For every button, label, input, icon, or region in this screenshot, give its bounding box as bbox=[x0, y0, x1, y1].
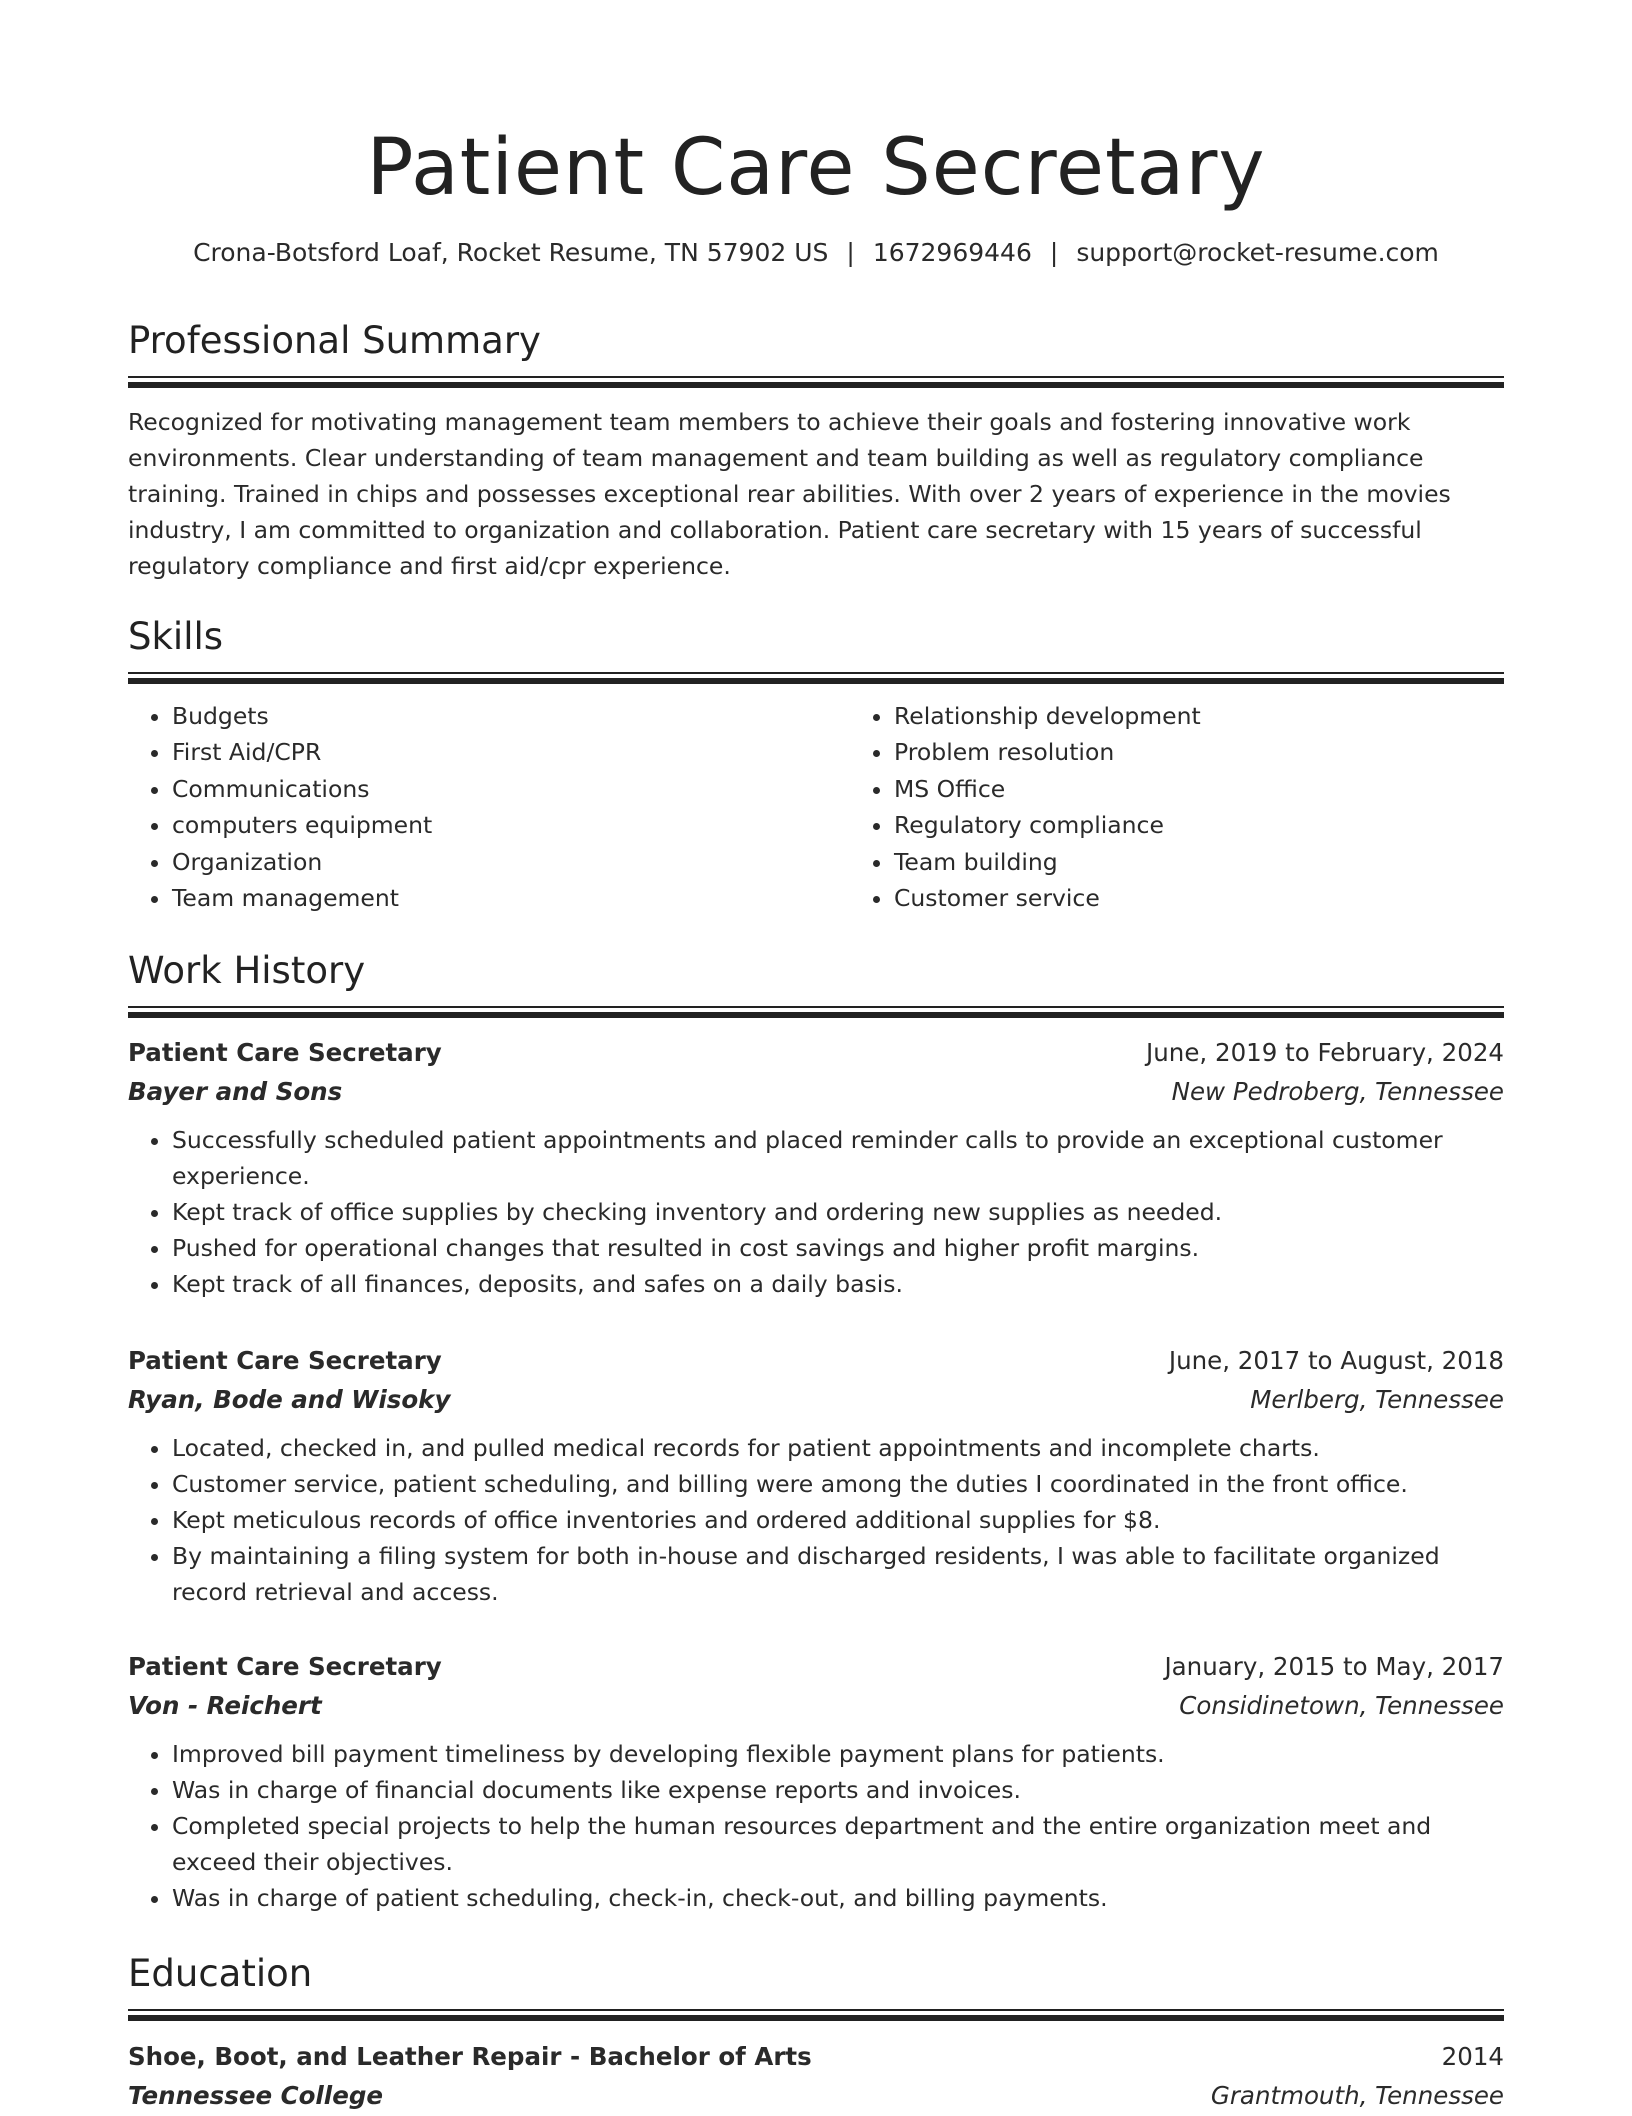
address-text: Crona-Botsford Loaf, Rocket Resume, TN 57902 US bbox=[193, 238, 829, 267]
education-school: Tennessee College bbox=[128, 2081, 383, 2110]
job-bullet: • Kept meticulous records of office inventories and ordered additional supplies for $8. bbox=[172, 1502, 1504, 1538]
phone-text: 1672969446 bbox=[872, 238, 1032, 267]
job-company-row bbox=[128, 1686, 1504, 1726]
job-location: New Pedroberg, Tennessee bbox=[1171, 1077, 1504, 1106]
section-heading-skills: Skills bbox=[128, 615, 224, 658]
skill-item: • computers equipment bbox=[172, 807, 850, 843]
job-entry bbox=[128, 1034, 1504, 1302]
skill-item: • Customer service bbox=[894, 880, 1572, 916]
job-title: Patient Care Secretary bbox=[128, 1346, 442, 1375]
job-company-row bbox=[128, 1380, 1504, 1420]
job-bullet: • Kept track of all finances, deposits, and safes on a daily basis. bbox=[172, 1266, 1504, 1302]
email-text: support@rocket-resume.com bbox=[1076, 238, 1439, 267]
skills-columns bbox=[128, 698, 1504, 916]
job-location: Merlberg, Tennessee bbox=[1250, 1385, 1504, 1414]
professional-summary-section bbox=[128, 318, 1504, 608]
skills-list-left bbox=[128, 698, 850, 916]
job-bullet: • Kept track of office supplies by checking inventory and ordering new supplies as needed. bbox=[172, 1194, 1504, 1230]
skill-item: • Organization bbox=[172, 844, 850, 880]
skills-list-right bbox=[850, 698, 1572, 916]
section-heading-work: Work History bbox=[128, 949, 366, 992]
skill-item: • Regulatory compliance bbox=[894, 807, 1572, 843]
skill-item: • MS Office bbox=[894, 771, 1572, 807]
job-bullet: • Successfully scheduled patient appointments and placed reminder calls to provide an exceptional customer experience. bbox=[172, 1122, 1504, 1194]
job-bullets bbox=[128, 1430, 1504, 1610]
job-location: Considinetown, Tennessee bbox=[1179, 1691, 1504, 1720]
job-bullet: • Was in charge of patient scheduling, check-in, check-out, and billing payments. bbox=[172, 1880, 1504, 1916]
job-bullet: • Customer service, patient scheduling, and billing were among the duties I coordinated in the front office. bbox=[172, 1466, 1504, 1502]
section-heading-summary: Professional Summary bbox=[128, 319, 541, 362]
education-header-row bbox=[128, 2038, 1504, 2076]
job-entry bbox=[128, 1648, 1504, 1916]
job-title: Patient Care Secretary bbox=[128, 1038, 442, 1067]
job-company: Ryan, Bode and Wisoky bbox=[128, 1385, 451, 1414]
skill-item: • Team management bbox=[172, 880, 850, 916]
job-bullet: • Located, checked in, and pulled medical records for patient appointments and incomplete charts. bbox=[172, 1430, 1504, 1466]
section-divider bbox=[128, 2009, 1504, 2021]
work-history-section bbox=[128, 948, 1504, 1018]
education-year: 2014 bbox=[1441, 2042, 1504, 2071]
education-entry bbox=[128, 2038, 1504, 2116]
job-dates: June, 2019 to February, 2024 bbox=[1146, 1038, 1504, 1067]
job-bullet: • By maintaining a filing system for both in-house and discharged residents, I was able to facilitate organized record retrieval and access. bbox=[172, 1538, 1504, 1610]
summary-text: Recognized for motivating management team members to achieve their goals and fostering innovative work environments. Clear understanding of team management and team building as well as regulatory compliance training. Trained in chips and possesses exceptional rear abilities. With over 2 years of experience in the movies industry, I am committed to organization and collaboration. Patient care secretary with 15 years of successful regulatory compliance and first aid/cpr experience. bbox=[128, 408, 1451, 580]
job-bullet: • Improved bill payment timeliness by developing flexible payment plans for patients. bbox=[172, 1736, 1504, 1772]
job-header-row bbox=[128, 1648, 1504, 1686]
skill-item: • Budgets bbox=[172, 698, 850, 734]
job-bullet: • Pushed for operational changes that resulted in cost savings and higher profit margins. bbox=[172, 1230, 1504, 1266]
resume-page bbox=[128, 0, 1504, 2110]
job-company: Bayer and Sons bbox=[128, 1077, 343, 1106]
section-divider bbox=[128, 1006, 1504, 1018]
job-bullets bbox=[128, 1122, 1504, 1302]
job-header-row bbox=[128, 1342, 1504, 1380]
skill-item: • Communications bbox=[172, 771, 850, 807]
contact-separator: | bbox=[1049, 238, 1059, 267]
job-company-row bbox=[128, 1072, 1504, 1112]
skill-item: • Relationship development bbox=[894, 698, 1572, 734]
contact-separator: | bbox=[846, 238, 855, 267]
skill-item: • Problem resolution bbox=[894, 734, 1572, 770]
section-heading-education: Education bbox=[128, 1952, 313, 1995]
job-bullets bbox=[128, 1736, 1504, 1916]
job-dates: June, 2017 to August, 2018 bbox=[1168, 1346, 1504, 1375]
job-bullet: • Completed special projects to help the human resources department and the entire organization meet and exceed their objectives. bbox=[172, 1808, 1504, 1880]
job-bullet: • Was in charge of financial documents like expense reports and invoices. bbox=[172, 1772, 1504, 1808]
job-title: Patient Care Secretary bbox=[128, 1652, 442, 1681]
job-entry bbox=[128, 1342, 1504, 1610]
job-header-row bbox=[128, 1034, 1504, 1072]
job-company: Von - Reichert bbox=[128, 1691, 322, 1720]
education-school-row bbox=[128, 2076, 1504, 2116]
contact-line bbox=[128, 236, 1504, 270]
education-section bbox=[128, 1951, 1504, 2021]
skills-section bbox=[128, 614, 1504, 916]
education-degree: Shoe, Boot, and Leather Repair - Bachelor of Arts bbox=[128, 2042, 812, 2071]
section-divider bbox=[128, 376, 1504, 388]
skill-item: • First Aid/CPR bbox=[172, 734, 850, 770]
education-location: Grantmouth, Tennessee bbox=[1210, 2081, 1504, 2110]
page-title: Patient Care Secretary bbox=[366, 123, 1266, 213]
job-dates: January, 2015 to May, 2017 bbox=[1164, 1652, 1504, 1681]
skill-item: • Team building bbox=[894, 844, 1572, 880]
section-divider bbox=[128, 672, 1504, 684]
